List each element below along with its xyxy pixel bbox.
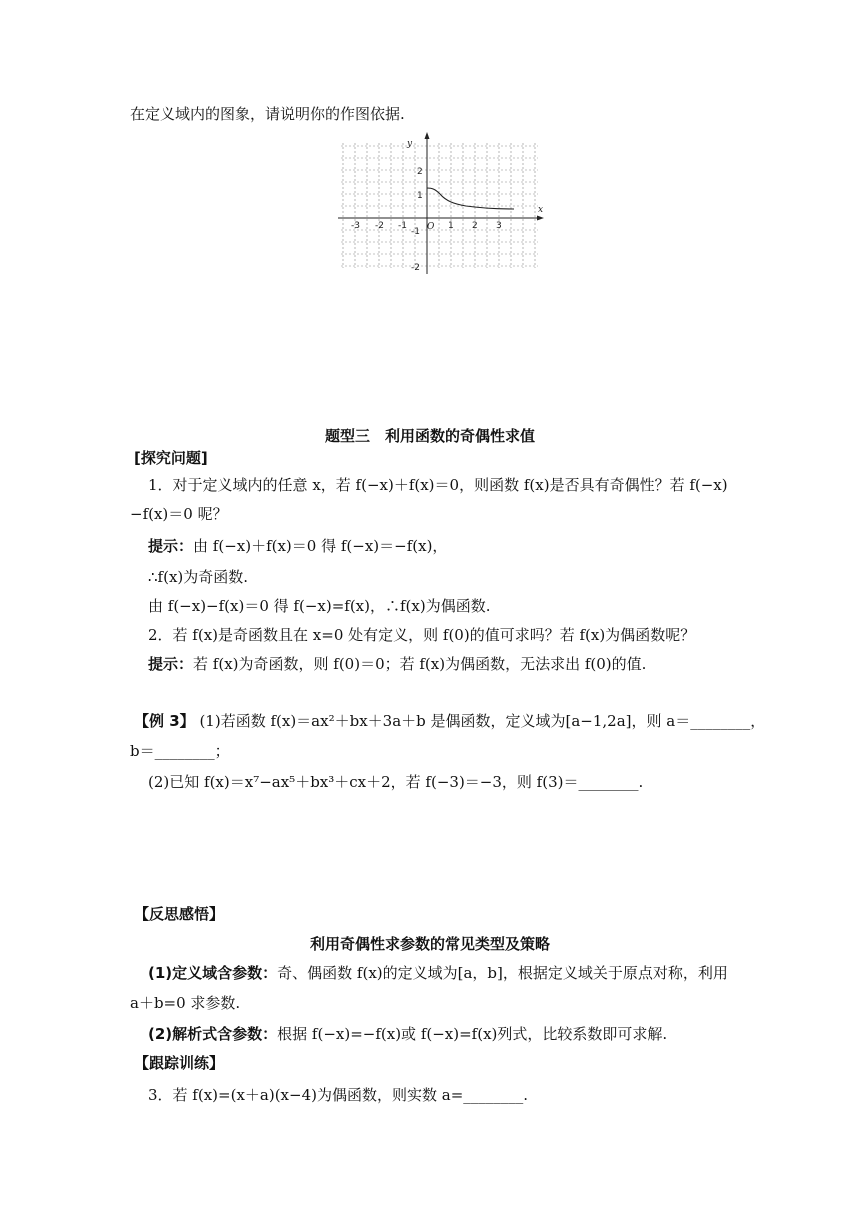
y-axis-arrow [425,132,430,139]
y-tick-label: 1 [417,191,423,201]
hint-1-text: 由 f(−x)＋f(x)＝0 得 f(−x)＝−f(x)， [193,537,448,555]
track-header: 【跟踪训练】 [134,1054,225,1072]
strategy-1-label: (1)定义域含参数： [148,964,278,982]
x-tick-label: 2 [472,221,478,231]
explore-header: [探究问题] [134,449,208,467]
grid [341,143,538,268]
x-tick-label: 1 [448,221,454,231]
example-label: 【例 3】 [134,712,195,730]
section-title: 题型三 利用函数的奇偶性求值 [324,427,535,445]
question-1-line-2: −f(x)＝0 呢？ [130,505,228,523]
example-3-line-2: b＝________； [130,742,230,760]
y-tick-label: 2 [417,167,423,177]
x-tick-label: -2 [375,221,384,231]
x-tick-label: 3 [496,221,502,231]
reflect-header: 【反思感悟】 [134,905,225,923]
x-tick-label: -3 [351,221,360,231]
training-3-line: 3．若 f(x)=(x＋a)(x−4)为偶函数，则实数 a=________. [148,1086,529,1104]
example-3-line-1 [134,710,765,732]
strategy-1-text: 奇、偶函数 f(x)的定义域为[a，b]，根据定义域关于原点对称，利用 [277,964,728,982]
y-axis-label: y [407,139,413,149]
y-tick-label: -1 [411,227,420,237]
hint-1-line-2: ∴f(x)为奇函数. [148,568,249,586]
strategy-2-text: 根据 f(−x)=−f(x)或 f(−x)=f(x)列式，比较系数即可求解. [277,1025,668,1043]
function-graph [336,132,546,278]
strategy-2-line [148,1023,667,1045]
hint-2-text: 若 f(x)为奇函数，则 f(0)＝0；若 f(x)为偶函数，无法求出 f(0)的值. [193,655,647,673]
hint-label: 提示： [148,537,194,555]
x-axis-label: x [538,205,544,215]
origin-label: O [427,222,435,232]
x-tick-label: -1 [398,221,407,231]
example-3-text: (1)若函数 f(x)＝ax²＋bx＋3a＋b 是偶函数，定义域为[a−1,2a]，则 a＝________， [194,712,766,730]
strategy-1-line-2: a＋b=0 求参数. [130,994,241,1012]
hint-1-line-3: 由 f(−x)−f(x)＝0 得 f(−x)=f(x)，∴f(x)为偶函数. [148,597,491,615]
example-3-line-3: (2)已知 f(x)＝x⁷−ax⁵＋bx³＋cx＋2，若 f(−3)＝−3，则 f(3)＝________. [148,773,644,791]
y-tick-label: -2 [411,263,420,273]
hint-2-line [148,653,646,675]
question-1-line-1: 1．对于定义域内的任意 x，若 f(−x)＋f(x)＝0，则函数 f(x)是否具有奇偶性？若 f(−x) [148,476,728,494]
x-axis-arrow [537,216,544,221]
intro-line: 在定义域内的图象，请说明你的作图依据. [130,105,405,123]
strategy-2-label: (2)解析式含参数： [148,1025,278,1043]
question-2-line: 2．若 f(x)是奇函数且在 x=0 处有定义，则 f(0)的值可求吗？若 f(x)为偶函数呢？ [148,626,696,644]
strategy-1-line-1 [148,962,728,984]
hint-label: 提示： [148,655,194,673]
strategy-title: 利用奇偶性求参数的常见类型及策略 [309,935,550,953]
hint-1-line-1 [148,535,447,557]
